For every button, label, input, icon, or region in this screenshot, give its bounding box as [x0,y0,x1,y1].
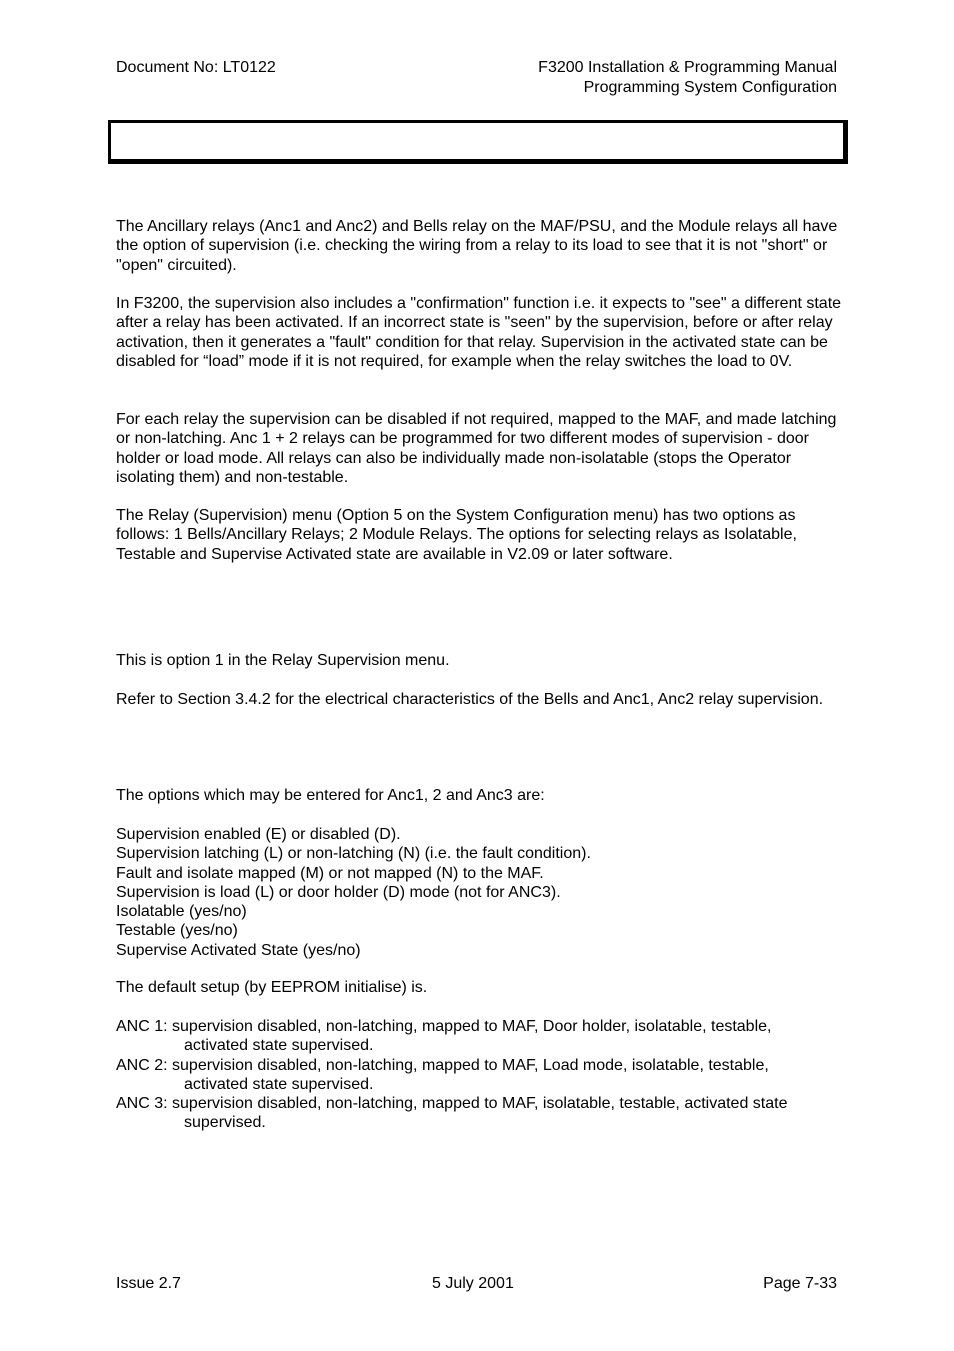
document-number: Document No: LT0122 [116,59,276,76]
paragraph-option-one: This is option 1 in the Relay Supervision menu. [116,652,450,669]
paragraph-reference: Refer to Section 3.4.2 for the electrical characteristics of the Bells and Anc1, Anc2 relay supervision. [116,691,824,708]
list-item: ANC 3: supervision disabled, non-latching, mapped to MAF, isolatable, testable, activated state supervised. [116,1095,788,1132]
manual-title: F3200 Installation & Programming Manual [538,59,837,76]
list-item: Testable (yes/no) [116,922,238,940]
list-item: Supervise Activated State (yes/no) [116,941,361,959]
paragraph-confirmation: In F3200, the supervision also includes a "confirmation" function i.e. it expects to "see" a different state after a relay has been activated. If an incorrect state is "seen" by the supervision, before or after relay activation, then it generates a "fault" condition for that relay. Supervision in the activated state can be disabled for “load” mode if it is not required, for example when the relay switches the load to 0V. [116,295,842,370]
section-title: Programming System Configuration [583,79,837,96]
defaults-list [116,1017,836,1133]
list-item: Supervision latching (L) or non-latching (N) (i.e. the fault condition). [116,845,591,863]
options-list [116,825,846,960]
list-item: Supervision is load (L) or door holder (D) mode (not for ANC3). [116,883,561,901]
list-item: ANC 1: supervision disabled, non-latching, mapped to MAF, Door holder, isolatable, testable, activated state supervised. [116,1018,772,1055]
paragraph-intro: The Ancillary relays (Anc1 and Anc2) and Bells relay on the MAF/PSU, and the Module relays all have the option of supervision (i.e. checking the wiring from a relay to its load to see that it is not "short" or "open" circuited). [116,218,838,274]
list-item: Supervision enabled (E) or disabled (D). [116,826,401,843]
section-heading-box [108,120,848,164]
list-item: ANC 2: supervision disabled, non-latching, mapped to MAF, Load mode, isolatable, testable, activated state supervised. [116,1056,769,1093]
paragraph-relay-menu: The Relay (Supervision) menu (Option 5 on the System Configuration menu) has two options as follows: 1 Bells/Ancillary Relays; 2 Module Relays. The options for selecting relays as Isolatable, Testable and Supervise Activated state are available in V2.09 or later software. [116,507,797,563]
footer-date: 5 July 2001 [432,1275,514,1292]
footer-page-number: Page 7-33 [763,1275,837,1292]
list-item: Fault and isolate mapped (M) or not mapped (N) to the MAF. [116,864,544,882]
paragraph-relay-options: For each relay the supervision can be disabled if not required, mapped to the MAF, and made latching or non-latching. Anc 1 + 2 relays can be programmed for two different modes of supervision - door holder or load mode. All relays can also be individually made non-isolatable (stops the Operator isolating them) and non-testable. [116,411,837,486]
list-item: Isolatable (yes/no) [116,903,247,921]
footer-issue: Issue 2.7 [116,1275,181,1292]
paragraph-options-intro: The options which may be entered for Anc1, 2 and Anc3 are: [116,787,545,804]
paragraph-default-setup: The default setup (by EEPROM initialise) is. [116,979,428,996]
